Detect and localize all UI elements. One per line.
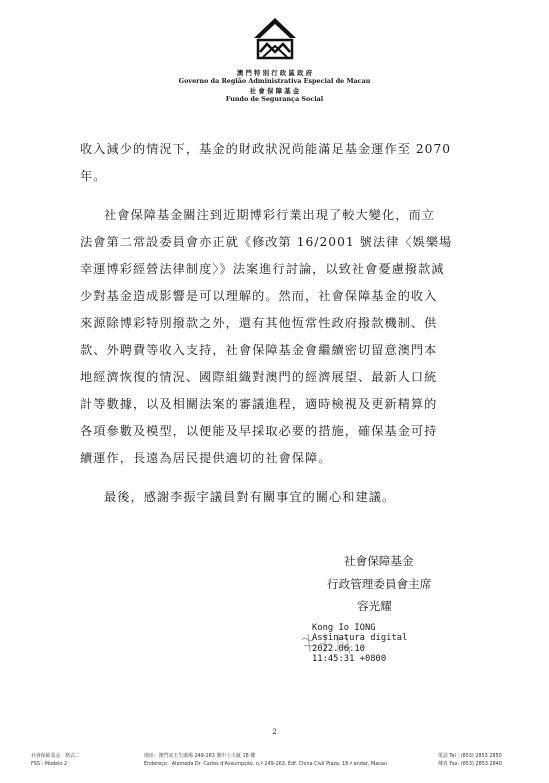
paragraph-1-line-1: 收入減少的情況下，基金的財政狀況尚能滿足基金運作至 2070 [80,142,452,156]
government-emblem-icon [252,16,298,62]
digital-signature-block [312,623,407,665]
footer-address-pt: Endereço：Alameda Dr. Carlos d'Assumpção, n.º 249-263, Edf. China Civil Plaza, 18.º andar, Macau [144,761,387,767]
header-fund-pt: Fundo de Segurança Social [225,95,324,103]
paragraph-2-line-2: 法會第二常設委員會亦正就《修改第 16/2001 號法律〈娛樂場 [80,235,453,249]
signoff-role: 行政管理委員會主席 [327,577,432,591]
paragraph-2-line-5: 來源除博彩特別撥款之外，還有其他恆常性政府撥款機制、供 [80,316,438,330]
paragraph-2-line-4: 少對基金造成影響是可以理解的。然而，社會保障基金的收入 [80,289,438,303]
signature-time: 11:45:31 +0800 [312,654,387,665]
page-number: 2 [272,728,277,736]
paragraph-2-line-8: 計等數據，以及相關法案的審議進程，適時檢視及更新精算的 [80,397,438,411]
paragraph-2-line-9: 各項參數及模型，以便能及早採取必要的措施，確保基金可持 [80,424,438,438]
header-government-pt: Governo da Região Administrativa Especial de Macau [178,77,371,85]
signoff-organization: 社會保障基金 [344,554,414,568]
header-government-zh: 澳 門 特 別 行 政 區 政 府 [236,69,313,77]
paragraph-1-line-2: 年。 [80,169,107,183]
footer-form-zh: 社會保障基金 格式二 [31,753,80,759]
paragraph-2-line-3: 幸運博彩經營法律制度〉》法案進行討論，以致社會憂慮撥款減 [80,262,445,276]
paragraph-2-line-7: 地經濟恢復的情況、國際組織對澳門的經濟展望、最新人口統 [80,370,438,384]
paragraph-2-line-1: 社會保障基金關注到近期博彩行業出現了較大變化，而立 [104,208,435,222]
paragraph-2-line-6: 款、外聘費等收入支持，社會保障基金會繼續密切留意澳門本 [80,343,438,357]
signature-signer: Kong Io IONG [312,623,376,633]
footer-fax: 傳真 Fax: (853) 2853 2840 [438,761,502,767]
paragraph-3: 最後，感謝李振宇議員對有關事宜的關心和建議。 [104,490,396,504]
footer-tel: 電話 Tel : (853) 2853 2850 [438,753,502,759]
signature-label: Assinatura digital [312,633,408,644]
signoff-name: 容光耀 [357,599,392,613]
footer-form-pt: FSS - Modelo 2 [31,761,68,767]
header-fund-zh: 社 會 保 障 基 金 [249,87,300,95]
paragraph-2-line-10: 續運作，長遠為居民提供適切的社會保障。 [80,451,332,465]
footer-address-zh: 地址：澳門宋玉生廣場 249-263 號中土大廈 18 樓 [144,753,256,759]
signature-date: 2022.06.10 [312,643,365,654]
